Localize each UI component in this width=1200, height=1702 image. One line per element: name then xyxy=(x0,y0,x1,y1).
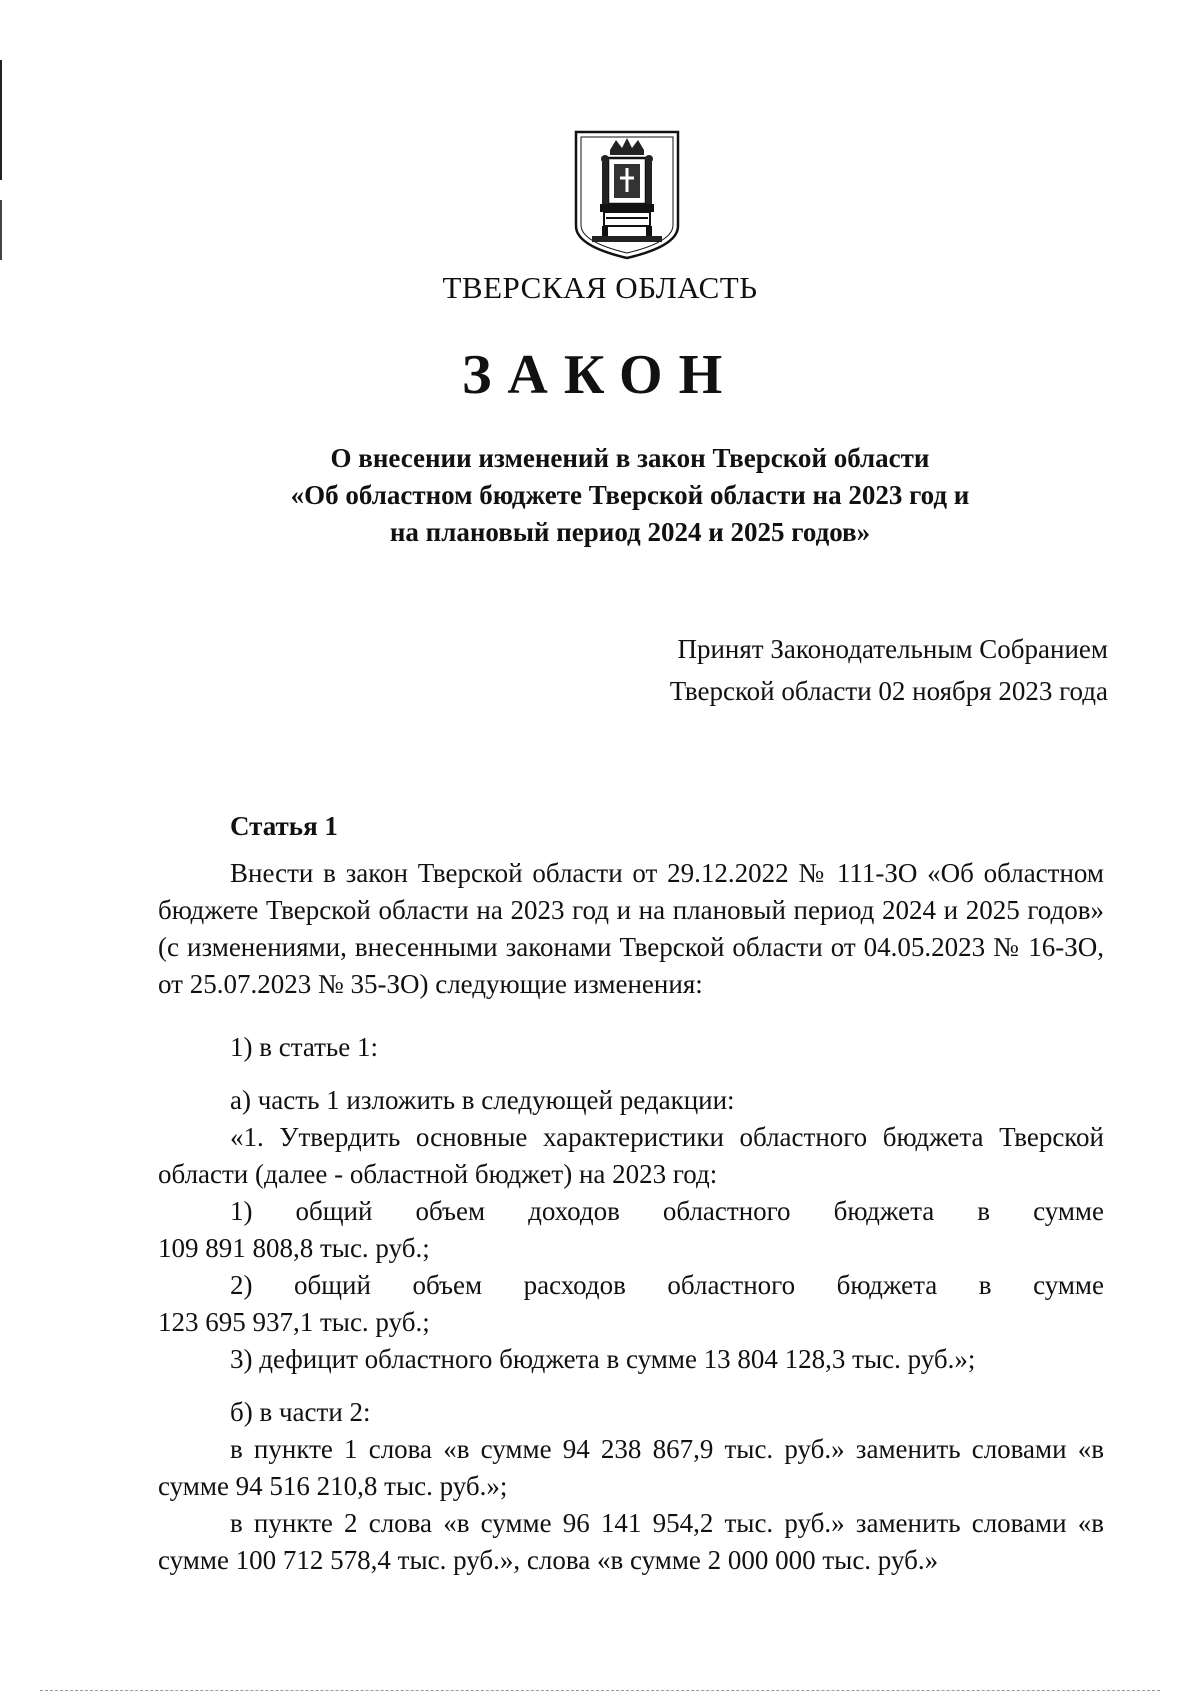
adoption-line: Тверской области 02 ноября 2023 года xyxy=(669,676,1108,706)
amendment-subitem: б) в части 2: xyxy=(230,1397,371,1427)
amendment-item: 1) в статье 1: xyxy=(230,1032,378,1062)
quoted-point: 1) общий объем доходов областного бюджета в сумме xyxy=(230,1196,1104,1226)
scan-edge-mark xyxy=(0,200,2,260)
law-subject-line: на плановый период 2024 и 2025 годов» xyxy=(389,517,871,547)
region-title: ТВЕРСКАЯ ОБЛАСТЬ xyxy=(442,270,758,305)
law-subject-line: О внесении изменений в закон Тверской области xyxy=(330,443,930,473)
quoted-paragraph: «1. Утвердить основные характеристики областного бюджета Тверской области (далее - областной бюджет) на 2023 год: xyxy=(158,1122,1104,1189)
article-intro-paragraph: Внести в закон Тверской области от 29.12.2022 № 111-ЗО «Об областном бюджете Тверской области на 2023 год и на плановый период 2024 и 2025 годов» (с изменениями, внесенными законами Тверской области от 04.05.2023 № 16-ЗО, от 25.07.2023 № 35-ЗО) следующие изменения: xyxy=(158,858,1104,999)
amendment-paragraph: в пункте 1 слова «в сумме 94 238 867,9 тыс. руб.» заменить словами «в сумме 94 516 210,8 тыс. руб.»; xyxy=(158,1434,1104,1501)
quoted-point: 3) дефицит областного бюджета в сумме 13 804 128,3 тыс. руб.»; xyxy=(230,1344,976,1374)
article-body xyxy=(158,808,1104,1579)
quoted-point-amount: 123 695 937,1 тыс. руб.; xyxy=(158,1307,430,1337)
adoption-line: Принят Законодательным Собранием xyxy=(677,634,1108,664)
article-heading: Статья 1 xyxy=(230,811,338,841)
amendment-paragraph: в пункте 2 слова «в сумме 96 141 954,2 тыс. руб.» заменить словами «в сумме 100 712 578,4 тыс. руб.», слова «в сумме 2 000 000 тыс. руб.» xyxy=(158,1508,1104,1575)
amendment-subitem: а) часть 1 изложить в следующей редакции: xyxy=(230,1085,735,1115)
scan-edge-mark xyxy=(0,60,2,180)
quoted-point: 2) общий объем расходов областного бюджета в сумме xyxy=(230,1270,1104,1300)
quoted-point-amount: 109 891 808,8 тыс. руб.; xyxy=(158,1233,430,1263)
law-subject xyxy=(160,440,1100,551)
scan-bottom-edge xyxy=(40,1690,1160,1691)
document-type-title: ЗАКОН xyxy=(461,344,739,406)
law-subject-line: «Об областном бюджете Тверской области на 2023 год и xyxy=(290,480,970,510)
adoption-note xyxy=(670,628,1108,712)
coat-of-arms-icon xyxy=(572,128,682,262)
